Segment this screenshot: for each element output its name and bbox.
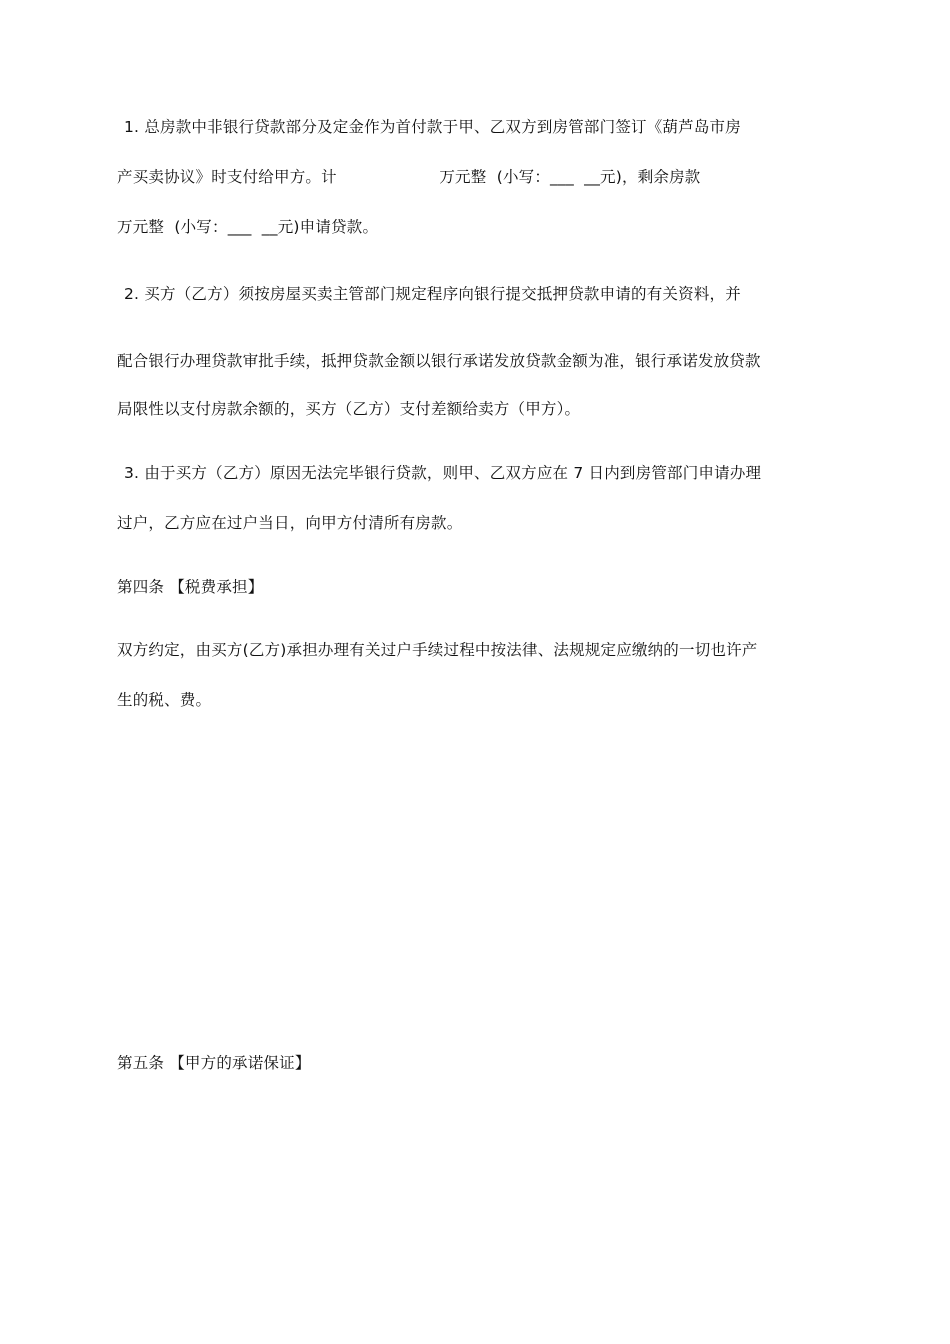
clause4-line2: 生的税、费。 (117, 691, 212, 709)
clause4-line1: 双方约定，由买方(乙方)承担办理有关过户手续过程中按法律、法规规定应缴纳的一切也许产 (117, 641, 758, 659)
item2-line2: 配合银行办理贷款审批手续，抵押贷款金额以银行承诺发放贷款金额为准，银行承诺发放贷款 (117, 352, 761, 370)
item3-line1: 3. 由于买方（乙方）原因无法完毕银行贷款，则甲、乙双方应在 7 日内到房管部门申请办理 (124, 464, 762, 482)
item3-line2: 过户，乙方应在过户当日，向甲方付清所有房款。 (117, 514, 463, 532)
item2-line1: 2. 买方（乙方）须按房屋买卖主管部门规定程序向银行提交抵押贷款申请的有关资料，并 (124, 285, 741, 303)
item2-line3: 局限性以支付房款余额的，买方（乙方）支付差额给卖方（甲方）。 (117, 400, 581, 418)
item1-line3: 万元整 (小写：___ __元)申请贷款。 (117, 218, 379, 236)
clause4-heading: 第四条 【税费承担】 (117, 578, 264, 596)
clause5-heading: 第五条 【甲方的承诺保证】 (117, 1054, 311, 1072)
item1-line1: 1. 总房款中非银行贷款部分及定金作为首付款于甲、乙双方到房管部门签订《葫芦岛市房 (124, 118, 741, 136)
item1-line2: 产买卖协议》时支付给甲方。计 万元整 (小写：___ __元)，剩余房款 (117, 168, 701, 186)
